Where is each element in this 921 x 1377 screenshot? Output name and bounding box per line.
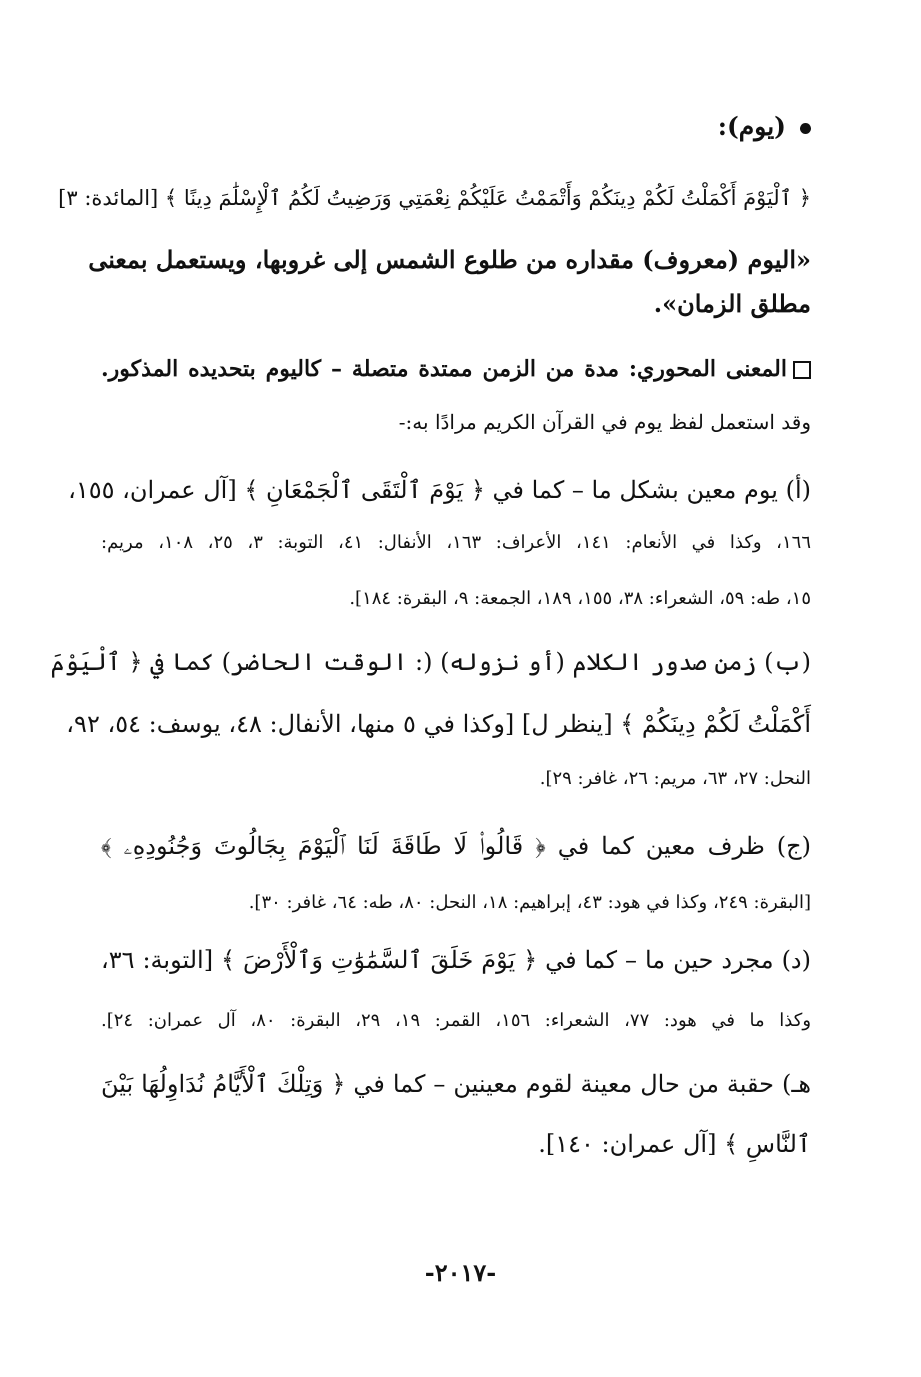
- sense-d-line-1: (د) مجرد حين ما – كما في ﴿ يَوْمَ خَلَقَ ٱلسَّمَٰوَٰتِ وَٱلْأَرْضَ ﴾ [التوبة: ٣٦،: [101, 946, 811, 974]
- sense-c-line-1: (ج) ظرف معين كما في ﴿ قَالُوا۟ لَا طَاقَةَ لَنَا ٱلْيَوْمَ بِجَالُوتَ وَجُنُودِهِۦ ﴾: [101, 832, 811, 860]
- checkbox-square-icon: [793, 361, 811, 379]
- entry-heading-text: (يوم):: [717, 112, 786, 141]
- sense-a-line-3: ١٥، طه: ٥٩، الشعراء: ٣٨، ١٥٥، ١٨٩، الجمعة: ٩، البقرة: ١٨٤].: [349, 588, 811, 609]
- core-meaning: [101, 356, 811, 382]
- sense-b-line-1: (ب) زمن صدور الكلام (أو نزوله) (: الوقت الحاضر) كما في ﴿ ٱلْيَوْمَ: [50, 648, 811, 676]
- bullet-icon: [800, 123, 811, 134]
- sense-c-line-2: [البقرة: ٢٤٩، وكذا في هود: ٤٣، إبراهيم: ١٨، النحل: ٨٠، طه: ٦٤، غافر: ٣٠].: [248, 892, 811, 913]
- sense-d-line-2: وكذا ما في هود: ٧٧، الشعراء: ١٥٦، القمر: ١٩، ٢٩، البقرة: ٨٠، آل عمران: ٢٤].: [101, 1010, 812, 1031]
- definition-line-2: مطلق الزمان».: [653, 289, 811, 318]
- sense-h-line-2: ٱلنَّاسِ ﴾ [آل عمران: ١٤٠].: [538, 1130, 811, 1158]
- sense-a-line-2: ١٦٦، وكذا في الأنعام: ١٤١، الأعراف: ١٦٣، الأنفال: ٤١، التوبة: ٣، ٢٥، ١٠٨، مريم:: [101, 532, 811, 553]
- sense-b-line-3: النحل: ٢٧، ٦٣، مريم: ٢٦، غافر: ٢٩].: [539, 768, 811, 789]
- entry-heading: [101, 112, 811, 142]
- sense-a-line-1: (أ) يوم معين بشكل ما – كما في ﴿ يَوْمَ ٱلْتَقَى ٱلْجَمْعَانِ ﴾ [آل عمران، ١٥٥،: [68, 476, 811, 504]
- core-meaning-text: المعنى المحوري: مدة من الزمن ممتدة متصلة – كاليوم بتحديده المذكور.: [101, 356, 787, 382]
- quote-line: ﴿ ٱلْيَوْمَ أَكْمَلْتُ لَكُمْ دِينَكُمْ وَأَتْمَمْتُ عَلَيْكُمْ نِعْمَتِي وَرَضِيتُ لَكُمُ ٱلْإِسْلَٰمَ دِينًا ﴾ [المائدة: ٣]: [58, 186, 811, 210]
- usage-intro: وقد استعمل لفظ يوم في القرآن الكريم مرادًا به:-: [398, 410, 811, 434]
- sense-b-line-2: أَكْمَلْتُ لَكُمْ دِينَكُمْ ﴾ [ينظر ل] [وكذا في ٥ منها، الأنفال: ٤٨، يوسف: ٥٤، ٩٢،: [66, 710, 811, 738]
- sense-h-line-1: هـ) حقبة من حال معينة لقوم معينين – كما في ﴿ وَتِلْكَ ٱلْأَيَّامُ نُدَاوِلُهَا بَيْنَ: [101, 1070, 811, 1098]
- page-number: -٢٠١٧-: [424, 1258, 497, 1287]
- definition-line-1: «اليوم (معروف) مقداره من طلوع الشمس إلى غروبها، ويستعمل بمعنى: [88, 245, 811, 274]
